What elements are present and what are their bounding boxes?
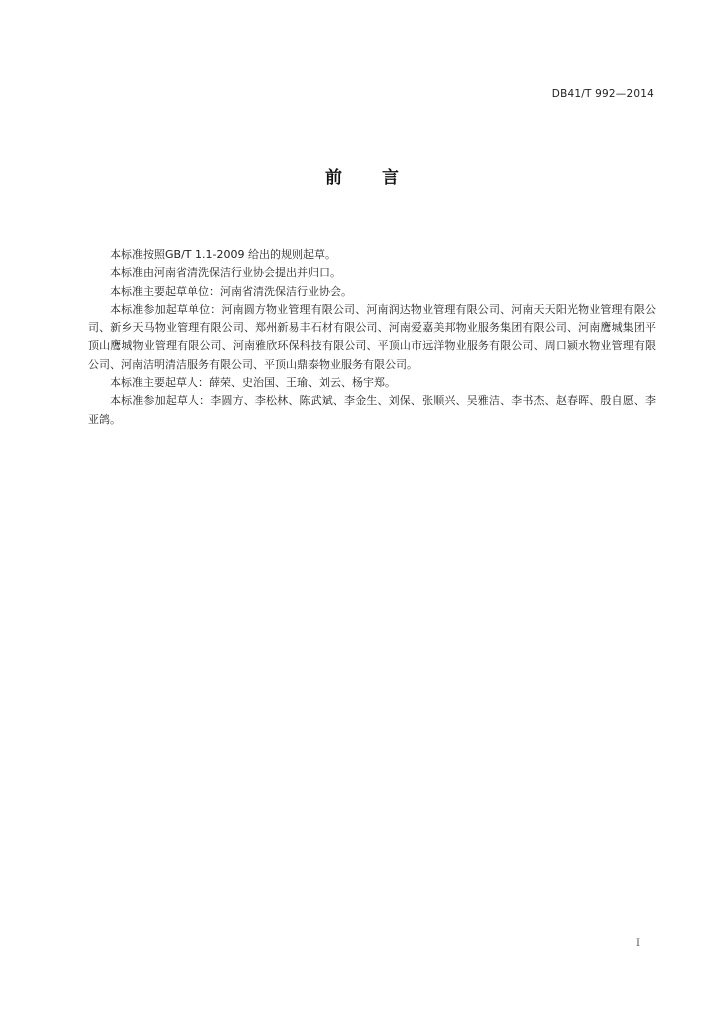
paragraph-participating-units: 本标准参加起草单位：河南圆方物业管理有限公司、河南润达物业管理有限公司、河南天天阳光物业管理有限公司、新乡天马物业管理有限公司、郑州新易丰石材有限公司、河南爱嘉美邦物业服务集团有限公司、河南鹰城集团平顶山鹰城物业管理有限公司、河南雅欣环保科技有限公司、平顶山市远洋物业服务有限公司、周口颍水物业管理有限公司、河南洁明清洁服务有限公司、平顶山鼎泰物业服务有限公司。 [88, 302, 656, 371]
paragraph-participating-drafters: 本标准参加起草人：李圆方、李松林、陈武斌、李金生、刘保、张顺兴、吴雅洁、李书杰、赵春晖、殷自愿、李亚鸽。 [88, 394, 656, 426]
foreword-body [88, 246, 656, 429]
paragraph-proposer: 本标准由河南省清洗保洁行业协会提出并归口。 [110, 266, 341, 280]
title-char-2: 言 [382, 168, 399, 188]
paragraph-main-drafting-unit: 本标准主要起草单位：河南省清洗保洁行业协会。 [110, 284, 352, 298]
paragraph-main-drafters: 本标准主要起草人：薛荣、史治国、王瑜、刘云、杨宇郑。 [110, 376, 396, 390]
paragraph-drafting-rule: 本标准按照GB/T 1.1-2009 给出的规则起草。 [110, 248, 336, 261]
document-code: DB41/T 992—2014 [551, 88, 654, 100]
page-number: I [636, 938, 640, 949]
page-title [0, 163, 724, 188]
title-char-1: 前 [325, 168, 342, 188]
